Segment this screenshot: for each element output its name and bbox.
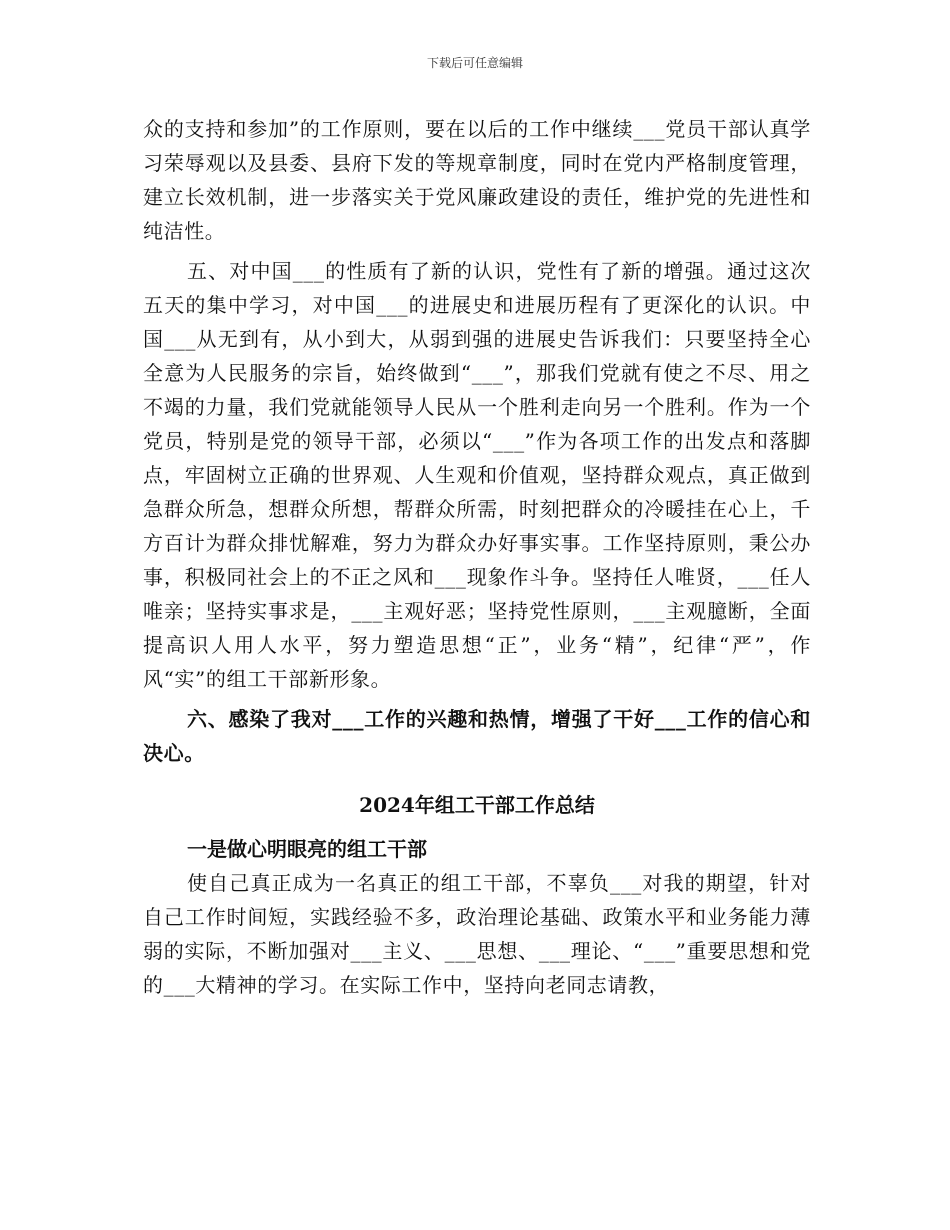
document-body bbox=[143, 112, 811, 1002]
paragraph-section-six: 六、感染了我对___工作的兴趣和热情，增强了干好___工作的信心和决心。 bbox=[143, 707, 811, 765]
document-title: 2024年组工干部工作总结 bbox=[359, 793, 595, 817]
paragraph-section-five: 五、对中国___的性质有了新的认识，党性有了新的增强。通过这次五天的集中学习，对中国___的进展史和进展历程有了更深化的认识。中国___从无到有，从小到大，从弱到强的进展史告诉我们：只要坚持全心全意为人民服务的宗旨，始终做到“___”，那我们党就有使之不尽、用之不竭的力量，我们党就能领导人民从一个胜利走向另一个胜利。作为一个党员，特别是党的领导干部，必须以“___”作为各项工作的出发点和落脚点，牢固树立正确的世界观、人生观和价值观，坚持群众观点，真正做到急群众所急，想群众所想，帮群众所需，时刻把群众的冷暖挂在心上，千方百计为群众排忧解难，努力为群众办好事实事。工作坚持原则，秉公办事，积极同社会上的不正之风和___现象作斗争。坚持任人唯贤，___任人唯亲；坚持实事求是，___主观好恶；坚持党性原则，___主观臆断，全面提高识人用人水平，努力塑造思想“正”，业务“精”，纪律“严”，作风“实”的组工干部新形象。 bbox=[143, 259, 811, 691]
page-header-note: 下载后可任意编辑 bbox=[426, 56, 523, 70]
paragraph-continuation: 众的支持和参加”的工作原则，要在以后的工作中继续___党员干部认真学习荣辱观以及县委、县府下发的等规章制度，同时在党内严格制度管理，建立长效机制，进一步落实关于党风廉政建设的责任，维护党的先进性和纯洁性。 bbox=[143, 117, 811, 243]
paragraph-section-body: 使自己真正成为一名真正的组工干部，不辜负___对我的期望，针对自己工作时间短，实践经验不多，政治理论基础、政策水平和业务能力薄弱的实际，不断加强对___主义、___思想、___理论、“___”重要思想和党的___大精神的学习。在实际工作中，坚持向老同志请教， bbox=[143, 871, 811, 997]
section-subheading: 一是做心明眼亮的组工干部 bbox=[187, 837, 427, 861]
